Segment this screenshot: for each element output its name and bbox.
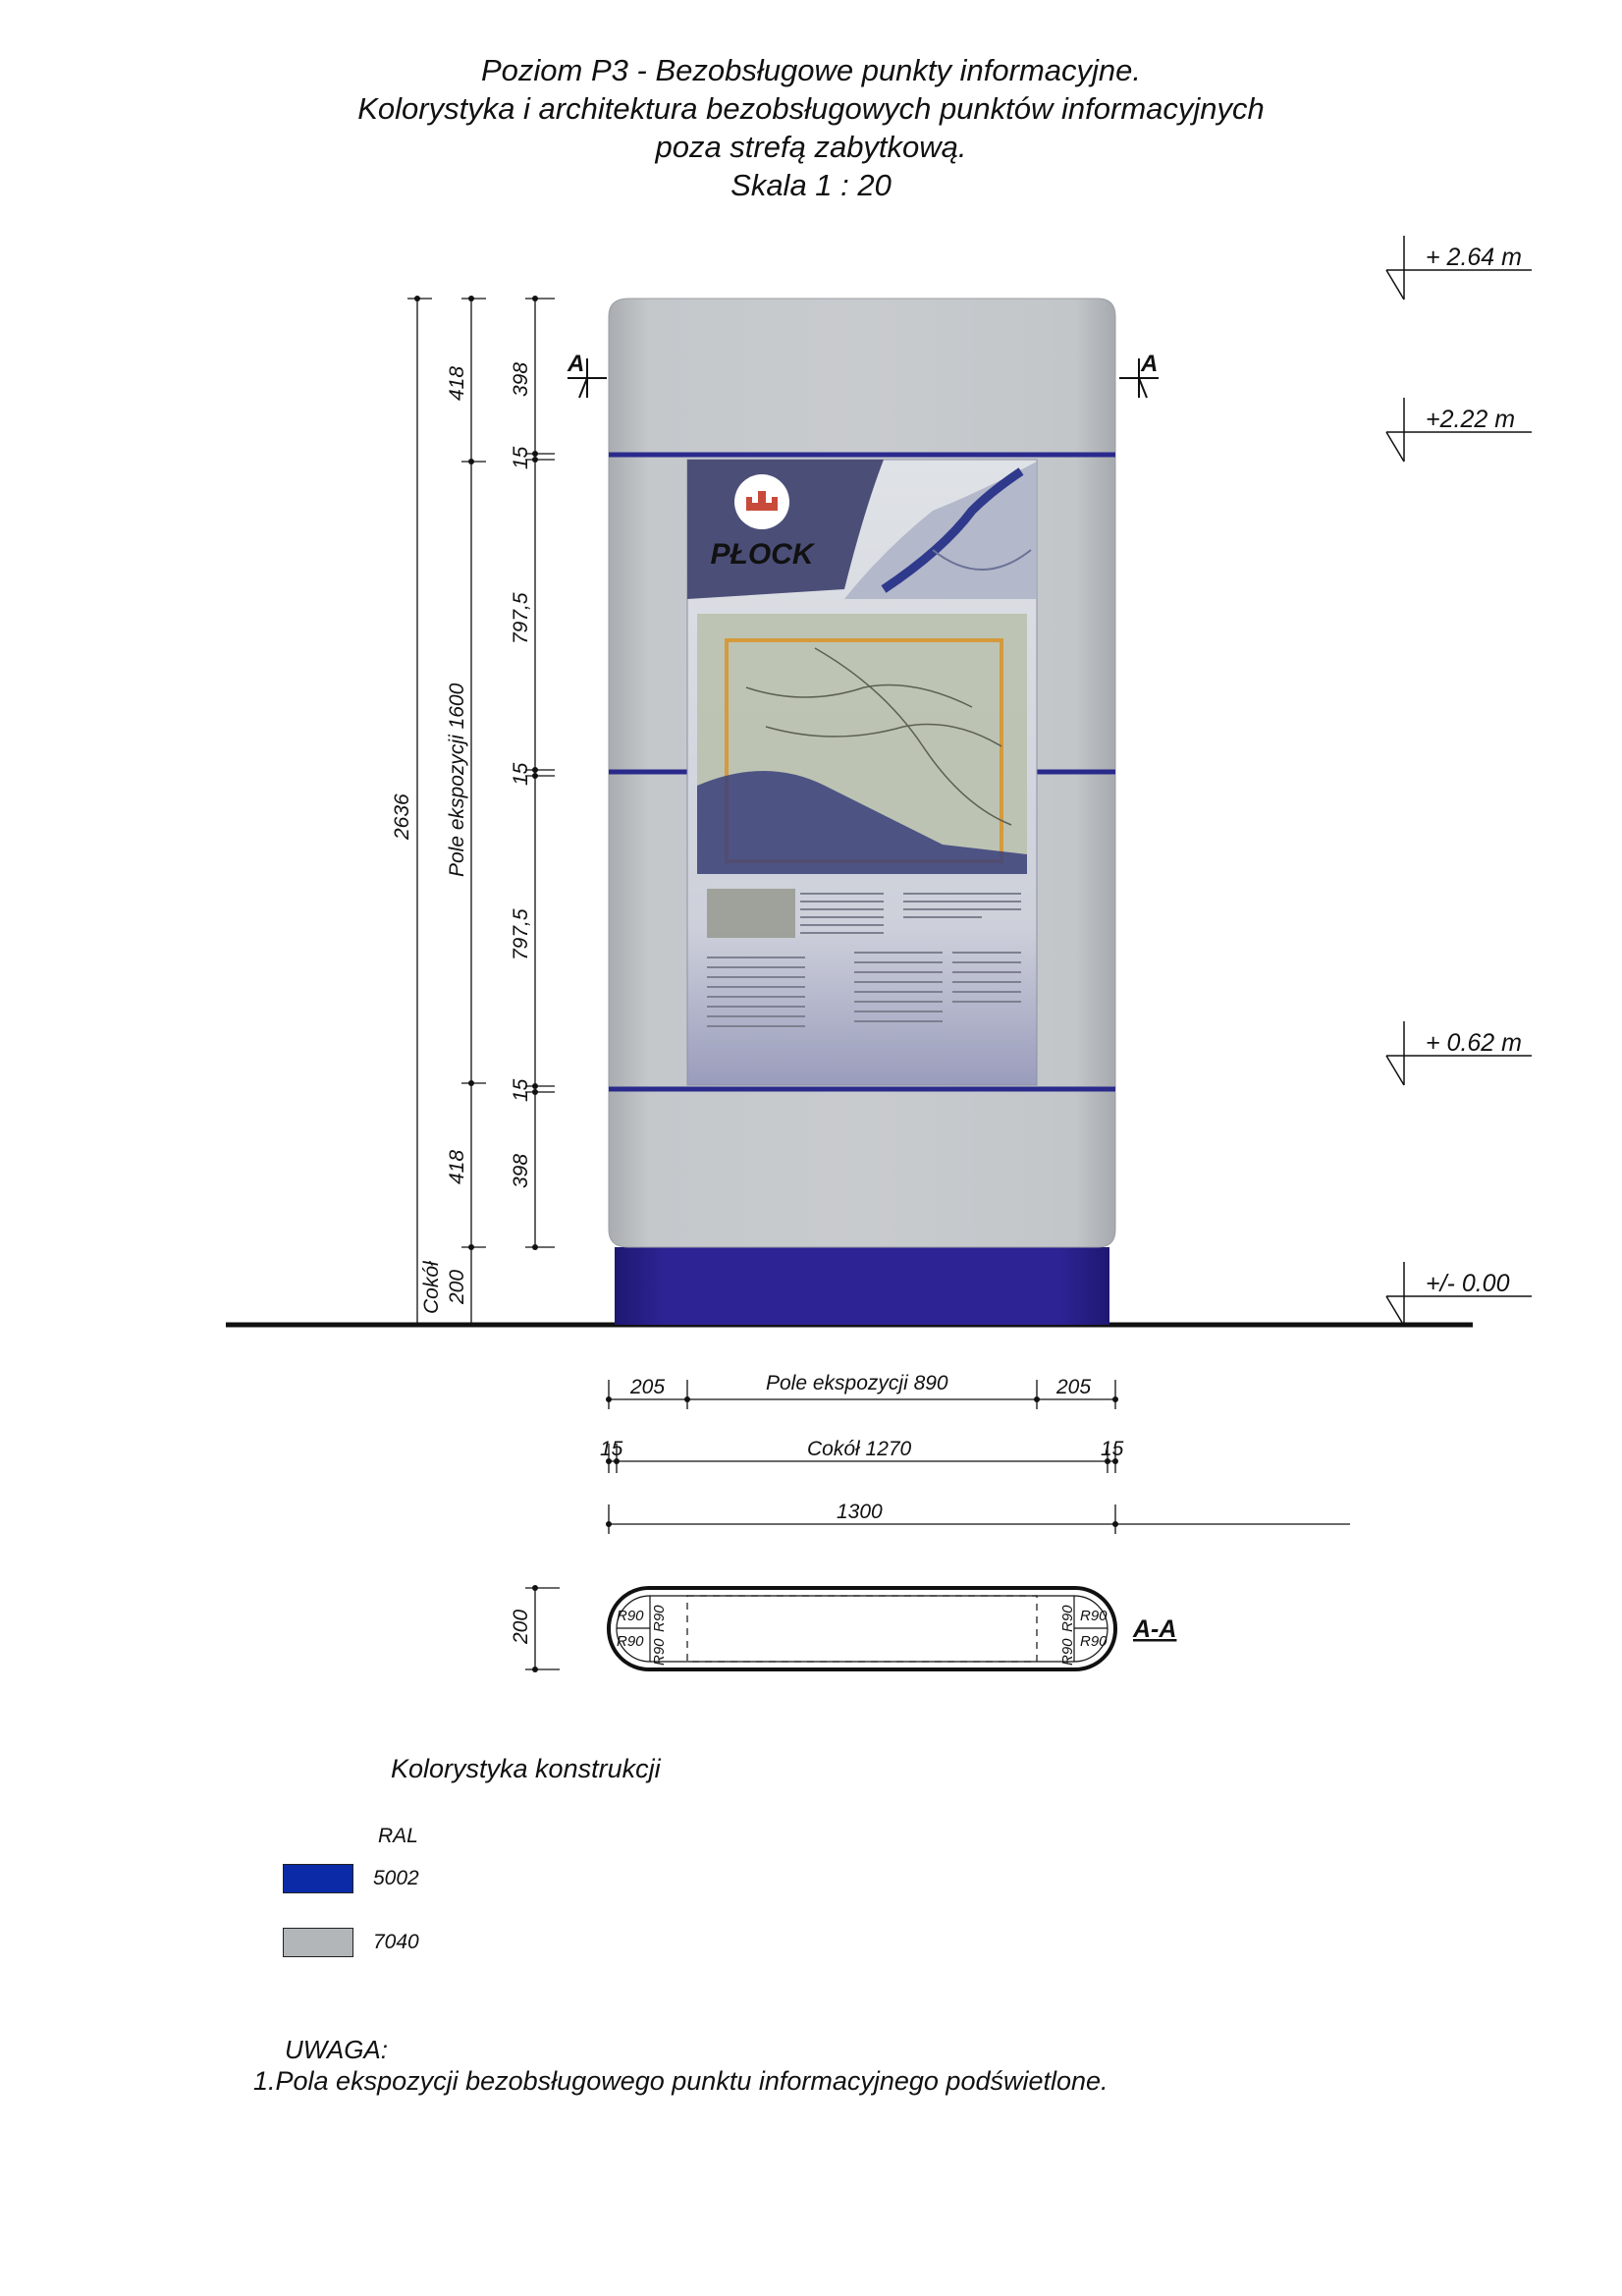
dim-total-width: 1300 <box>837 1501 883 1523</box>
color-code-5002: 5002 <box>373 1867 419 1889</box>
logo-text: PŁOCK <box>710 538 814 571</box>
note-line-1: 1.Pola ekspozycji bezobsługowego punktu informacyjnego podświetlone. <box>253 2066 1108 2096</box>
section-a-a <box>609 1588 1115 1669</box>
dim-plinth-width: Cokół 1270 <box>807 1438 912 1460</box>
dim-stripe-3: 15 <box>510 1078 532 1102</box>
color-swatch-5002 <box>283 1864 353 1893</box>
radius-label-1: R90 <box>617 1608 644 1624</box>
dim-side-right: 205 <box>1056 1376 1092 1398</box>
dim-stripe-2: 15 <box>510 762 532 786</box>
dim-stripe-1: 15 <box>510 446 532 469</box>
dim-upper-field: 797,5 <box>510 592 532 644</box>
title-line-1: Poziom P3 - Bezobsługowe punkty informacyjne. <box>481 53 1141 87</box>
radius-label-2: R90 <box>617 1633 644 1650</box>
note-heading: UWAGA: <box>285 2035 388 2064</box>
dim-exposition-field: Pole ekspozycji 1600 <box>446 683 468 877</box>
level-lower-label: + 0.62 m <box>1426 1029 1522 1057</box>
section-a-a-label: A-A <box>1133 1615 1177 1643</box>
level-ground-label: +/- 0.00 <box>1426 1270 1510 1297</box>
dim-edge-right: 15 <box>1101 1438 1124 1460</box>
title-line-2: Kolorystyka i architektura bezobsługowych punktów informacyjnych <box>357 91 1265 126</box>
title-line-4: Skala 1 : 20 <box>730 168 892 202</box>
dim-lower-field: 797,5 <box>510 908 532 960</box>
radius-label-3: R90 <box>651 1605 668 1632</box>
level-top-label: + 2.64 m <box>1426 244 1522 271</box>
dim-side-left: 205 <box>630 1376 666 1398</box>
legend-title: Kolorystyka konstrukcji <box>391 1754 661 1783</box>
plinth <box>615 1247 1109 1325</box>
dim-top-inner: 398 <box>510 361 532 397</box>
dim-bottom-inner: 398 <box>510 1153 532 1188</box>
ral-header: RAL <box>378 1825 418 1847</box>
dim-edge-left: 15 <box>600 1438 623 1460</box>
radius-label-7: R90 <box>1080 1608 1108 1624</box>
color-code-7040: 7040 <box>373 1931 419 1953</box>
dim-total-height: 2636 <box>391 793 413 840</box>
radius-label-8: R90 <box>1080 1633 1108 1650</box>
radius-label-5: R90 <box>1059 1605 1076 1632</box>
radius-label-4: R90 <box>651 1638 668 1666</box>
dim-field-width: Pole ekspozycji 890 <box>766 1372 948 1394</box>
dim-plinth-label: Cokół <box>420 1261 443 1314</box>
dim-plinth-value: 200 <box>446 1269 468 1304</box>
exposition-poster <box>687 460 1037 1085</box>
horizontal-dimension-lines <box>609 1380 1350 1534</box>
dim-section-depth: 200 <box>510 1609 532 1644</box>
color-swatch-7040 <box>283 1928 353 1957</box>
level-upper-label: +2.22 m <box>1426 406 1516 433</box>
section-marker-right-label: A <box>1141 351 1159 377</box>
section-marker-left-label: A <box>568 351 585 377</box>
radius-label-6: R90 <box>1059 1638 1076 1666</box>
dim-bottom-band: 418 <box>446 1149 468 1184</box>
title-line-3: poza strefą zabytkową. <box>655 130 967 164</box>
dim-top-band: 418 <box>446 365 468 401</box>
